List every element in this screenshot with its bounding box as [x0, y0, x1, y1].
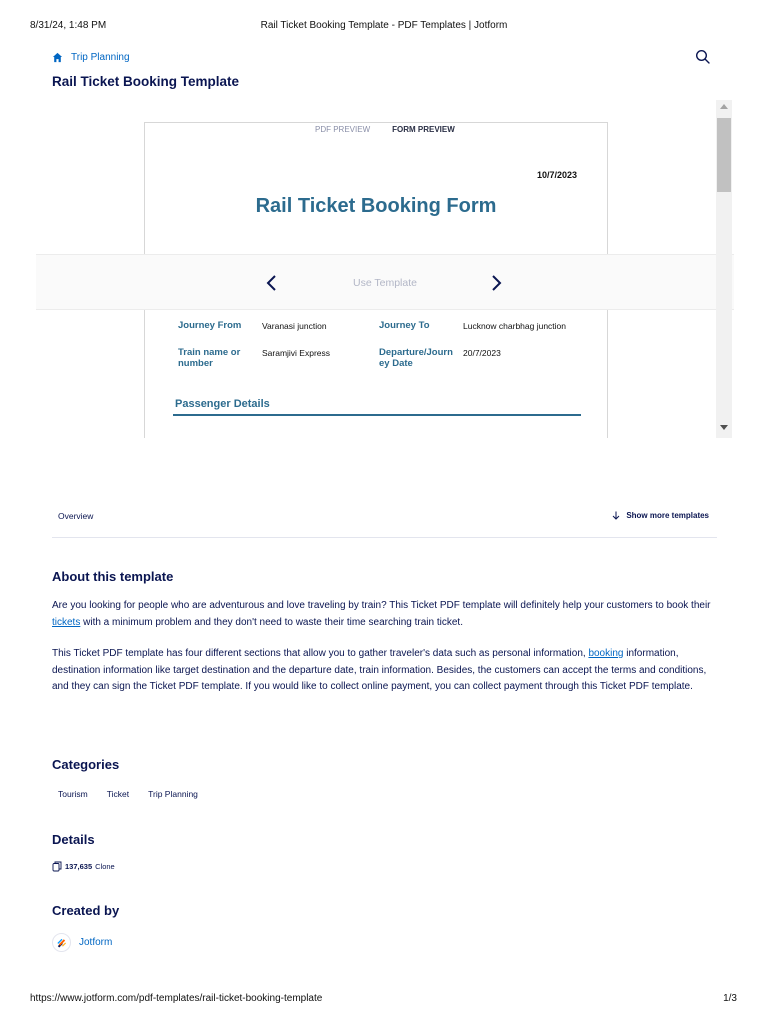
- scroll-thumb[interactable]: [717, 118, 731, 192]
- clone-count: [52, 861, 115, 872]
- train-label-line2: number: [178, 358, 213, 369]
- train-label: [178, 347, 240, 369]
- print-url: https://www.jotform.com/pdf-templates/rail-ticket-booking-template: [30, 993, 323, 1004]
- booking-link[interactable]: booking: [588, 648, 624, 659]
- scroll-down-arrow-icon[interactable]: [720, 425, 728, 430]
- about-paragraph-1: [52, 598, 720, 631]
- template-preview[interactable]: [36, 100, 734, 438]
- section-divider: [173, 414, 581, 416]
- breadcrumb-label[interactable]: Trip Planning: [71, 52, 130, 63]
- journey-to-label: Journey To: [379, 320, 430, 331]
- overview-bar: [52, 510, 717, 538]
- breadcrumb[interactable]: [52, 52, 130, 63]
- search-button[interactable]: [694, 48, 712, 66]
- creator-name[interactable]: Jotform: [79, 937, 113, 948]
- form-title: Rail Ticket Booking Form: [255, 195, 497, 217]
- created-by-heading: Created by: [52, 903, 120, 918]
- scroll-up-arrow-icon[interactable]: [720, 104, 728, 109]
- about-p1-text-a: Are you looking for people who are adventurous and love traveling by train? This Ticket PDF template will definitely help your customers to book their: [52, 600, 711, 611]
- departure-value: 20/7/2023: [463, 348, 501, 358]
- about-p2-text-b: information, destination information like target destination and the departure date, train information. Besides, the customers can accept the terms and conditions, and they can sign the Ticket PDF template. If you would like to collect online payment, you can collect payment through this Ticket PDF template.: [52, 648, 707, 692]
- home-icon: [52, 52, 63, 63]
- categories-heading: Categories: [52, 757, 120, 772]
- print-window-title: Rail Ticket Booking Template - PDF Templates | Jotform: [260, 20, 508, 31]
- print-datetime: 8/31/24, 1:48 PM: [30, 20, 107, 31]
- use-template-button[interactable]: Use Template: [352, 277, 417, 289]
- category-trip-planning[interactable]: Trip Planning: [148, 789, 198, 799]
- preview-scrollbar[interactable]: [716, 100, 732, 438]
- about-p2-text-a: This Ticket PDF template has four different sections that allow you to gather traveler's data such as personal information,: [52, 648, 589, 659]
- tab-form-preview[interactable]: FORM PREVIEW: [392, 125, 455, 134]
- preview-nav-bar: [36, 254, 734, 310]
- clone-label: Clone: [95, 862, 115, 871]
- print-page-number: 1/3: [723, 993, 737, 1004]
- about-heading: About this template: [52, 569, 174, 584]
- print-header: [0, 20, 768, 34]
- show-more-templates-button[interactable]: [612, 511, 709, 520]
- clone-number: 137,635: [65, 862, 93, 871]
- tickets-link[interactable]: tickets: [52, 616, 81, 628]
- category-tourism[interactable]: Tourism: [58, 789, 88, 799]
- creator-link[interactable]: [52, 933, 112, 952]
- departure-label-line2: ey Date: [379, 358, 413, 369]
- departure-label-line1: Departure/Journ: [379, 347, 453, 358]
- category-list: [58, 789, 198, 799]
- about-paragraph-2: [52, 646, 720, 696]
- document-date: 10/7/2023: [536, 170, 577, 180]
- train-value: Saramjivi Express: [262, 348, 331, 358]
- about-p1-text-b: with a minimum problem and they don't need to waste their time searching train ticket.: [80, 616, 463, 628]
- arrow-down-icon: [612, 511, 620, 520]
- preview-tabs: [315, 123, 455, 136]
- journey-from-label: Journey From: [178, 320, 242, 331]
- show-more-label: Show more templates: [626, 511, 709, 520]
- search-icon: [694, 48, 712, 66]
- document-body: [144, 310, 608, 438]
- tab-pdf-preview[interactable]: PDF PREVIEW: [315, 125, 371, 134]
- overview-link[interactable]: Overview: [58, 511, 94, 521]
- journey-from-value: Varanasi junction: [262, 321, 327, 331]
- page-title: Rail Ticket Booking Template: [52, 74, 240, 89]
- details-heading: Details: [52, 832, 95, 847]
- category-ticket[interactable]: Ticket: [106, 789, 130, 799]
- chevron-right-icon[interactable]: [488, 273, 504, 293]
- passenger-details-title: Passenger Details: [175, 398, 270, 410]
- departure-label: [379, 347, 453, 369]
- jotform-logo-icon: [52, 933, 71, 952]
- journey-to-value: Lucknow charbhag junction: [463, 321, 567, 331]
- train-label-line1: Train name or: [178, 347, 241, 358]
- copy-icon: [52, 861, 62, 872]
